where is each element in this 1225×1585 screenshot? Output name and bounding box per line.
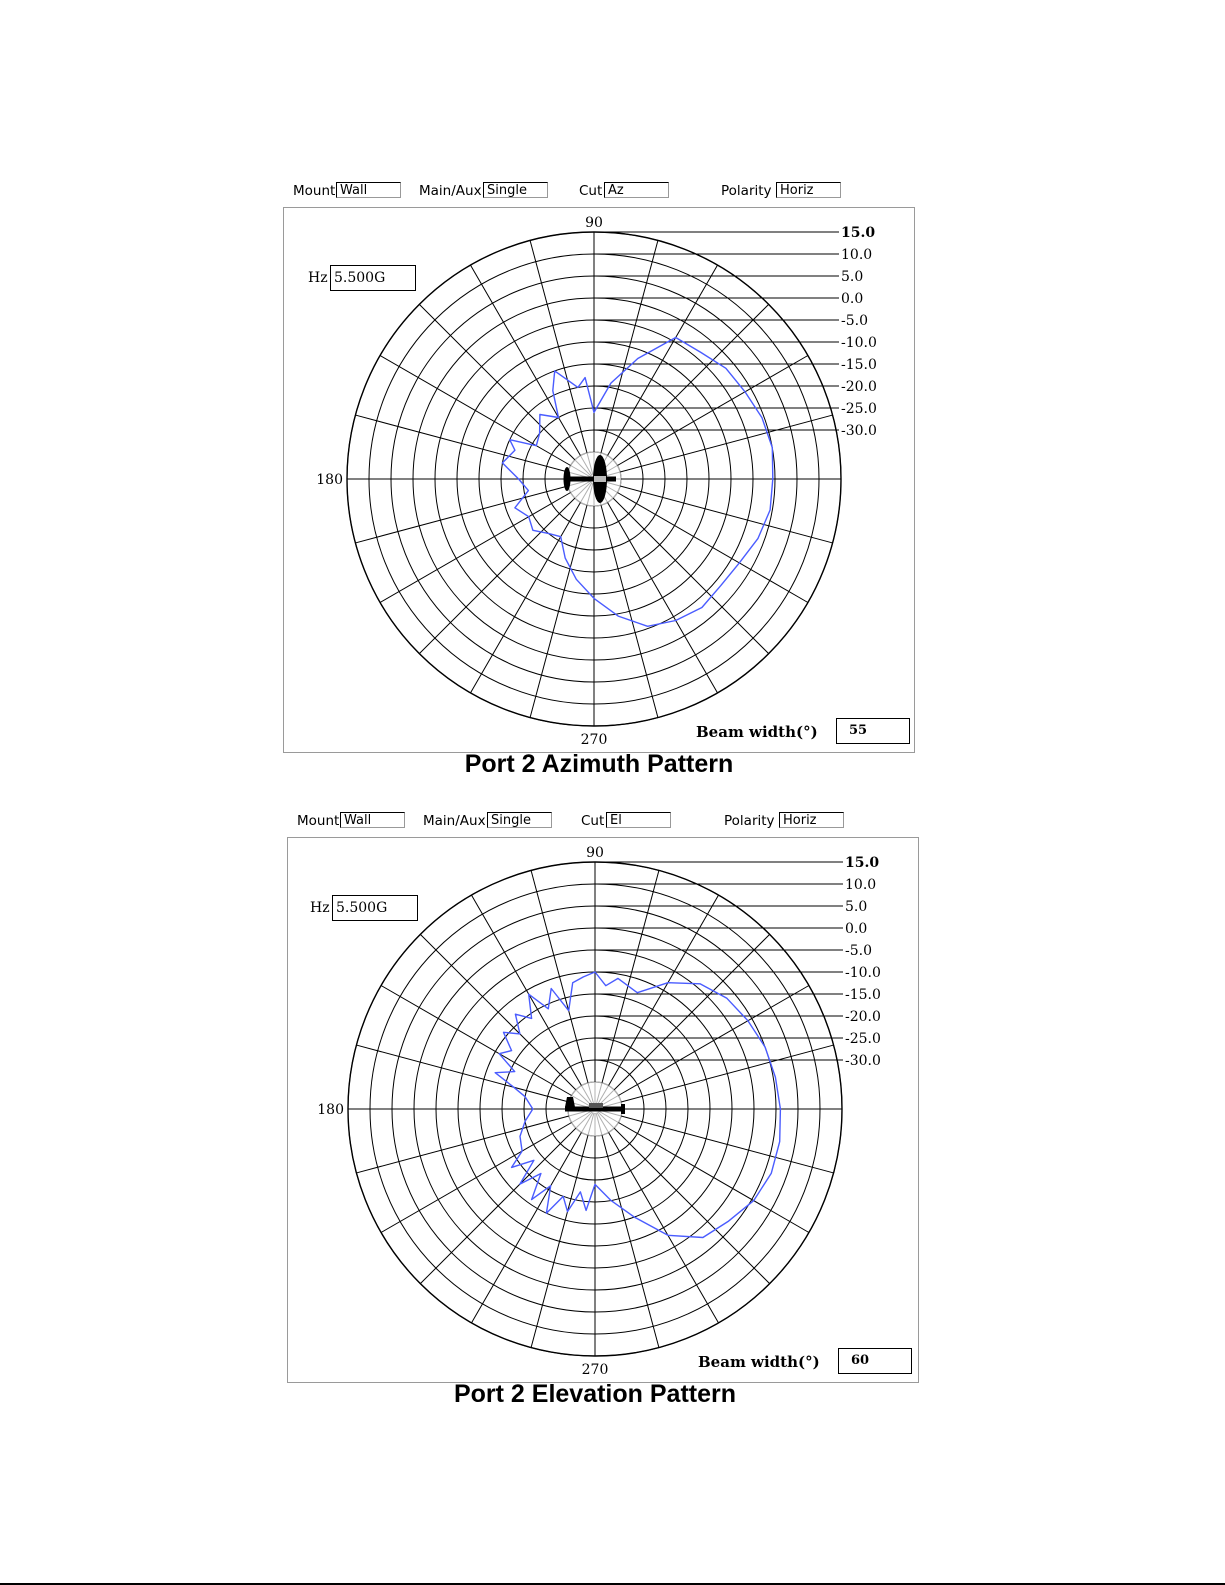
beam-width-field[interactable]: 60: [838, 1348, 912, 1374]
hz-label: Hz: [308, 270, 328, 286]
grid-spoke: [530, 505, 587, 718]
grid-spoke: [355, 415, 568, 472]
angle-label-180: 180: [317, 1102, 344, 1118]
beam-width-field[interactable]: 55: [836, 718, 910, 744]
grid-spoke: [381, 986, 572, 1096]
grid-spoke: [419, 498, 575, 654]
polarity-label: Polarity: [724, 813, 775, 829]
grid-spoke: [609, 1132, 719, 1323]
grid-spoke: [613, 304, 769, 460]
radial-tick-label: 0.0: [841, 291, 864, 307]
grid-spoke: [531, 870, 588, 1083]
grid-spoke: [472, 895, 582, 1086]
grid-spoke: [618, 986, 809, 1096]
grid-spoke: [602, 870, 659, 1083]
grid-spoke: [621, 1116, 834, 1173]
radial-tick-label: -25.0: [845, 1031, 881, 1047]
angle-label-270: 270: [581, 1362, 609, 1378]
radial-tick-label: -30.0: [845, 1053, 881, 1069]
mainaux-field[interactable]: Single: [483, 182, 548, 198]
grid-spoke: [620, 486, 833, 543]
grid-spoke: [472, 1132, 582, 1323]
radial-tick-label: -20.0: [841, 379, 877, 395]
radial-tick-label: -15.0: [845, 987, 881, 1003]
grid-spoke: [620, 415, 833, 472]
cut-label: Cut: [581, 813, 605, 829]
grid-spoke: [355, 486, 568, 543]
mount-label: Mount: [293, 183, 336, 199]
hz-label: Hz: [310, 900, 330, 916]
elevation-header: [287, 810, 927, 832]
grid-spoke: [471, 265, 581, 456]
aircraft-cockpit: [594, 476, 606, 482]
grid-inner-spoke: [575, 460, 591, 476]
polarity-field[interactable]: Horiz: [779, 812, 844, 828]
mainaux-label: Main/Aux: [423, 813, 486, 829]
grid-spoke: [601, 505, 658, 718]
beam-width-label: Beam width(°): [696, 723, 818, 741]
radial-tick-label: -15.0: [841, 357, 877, 373]
grid-spoke: [614, 934, 770, 1090]
grid-spoke: [381, 1123, 572, 1233]
grid-spoke: [380, 356, 571, 466]
grid-spoke: [471, 502, 581, 693]
grid-spoke: [608, 502, 718, 693]
azimuth-header: [283, 180, 923, 202]
elevation-plot-frame: [287, 837, 919, 1383]
radial-tick-label: -20.0: [845, 1009, 881, 1025]
grid-spoke: [617, 493, 808, 603]
radial-tick-label: -30.0: [841, 423, 877, 439]
aircraft-fuselage: [566, 477, 616, 482]
mount-field[interactable]: Wall: [340, 812, 405, 828]
radial-tick-label: 5.0: [845, 899, 868, 915]
mount-field[interactable]: Wall: [336, 182, 401, 198]
radial-tick-label: 5.0: [841, 269, 864, 285]
beam-width-label: Beam width(°): [698, 1353, 820, 1371]
pattern-trace: [495, 972, 780, 1238]
grid-spoke: [602, 1135, 659, 1348]
grid-spoke: [613, 498, 769, 654]
grid-spoke: [608, 265, 718, 456]
elevation-panel: [287, 810, 927, 1420]
mainaux-field[interactable]: Single: [487, 812, 552, 828]
grid-inner-spoke: [576, 1112, 592, 1128]
hz-field[interactable]: 5.500G: [330, 265, 416, 291]
grid-inner-spoke: [598, 1112, 614, 1128]
grid-spoke: [420, 1128, 576, 1284]
pattern-trace: [502, 338, 772, 627]
angle-label-90: 90: [585, 215, 603, 231]
angle-label-270: 270: [580, 732, 608, 748]
grid-spoke: [420, 934, 576, 1090]
aircraft-tail: [564, 467, 571, 491]
grid-inner-spoke: [575, 482, 591, 498]
radial-tick-label: -10.0: [845, 965, 881, 981]
radial-tick-label: -10.0: [841, 335, 877, 351]
azimuth-caption: Port 2 Azimuth Pattern: [464, 750, 734, 778]
grid-spoke: [617, 356, 808, 466]
grid-spoke: [419, 304, 575, 460]
azimuth-plot-frame: [283, 207, 915, 753]
radial-tick-label: -5.0: [841, 313, 868, 329]
elevation-caption: Port 2 Elevation Pattern: [453, 1380, 737, 1408]
polarity-label: Polarity: [721, 183, 772, 199]
radial-tick-label: 15.0: [841, 225, 876, 241]
radial-tick-label: -25.0: [841, 401, 877, 417]
azimuth-panel: [283, 180, 923, 790]
radial-tick-label: 15.0: [845, 855, 880, 871]
cut-label: Cut: [579, 183, 603, 199]
grid-spoke: [356, 1116, 569, 1173]
grid-spoke: [601, 240, 658, 453]
mainaux-label: Main/Aux: [419, 183, 482, 199]
grid-spoke: [530, 240, 587, 453]
radial-tick-label: 0.0: [845, 921, 868, 937]
mount-label: Mount: [297, 813, 340, 829]
cut-field[interactable]: El: [606, 812, 671, 828]
grid-spoke: [609, 895, 719, 1086]
grid-spoke: [380, 493, 571, 603]
aircraft-tail: [565, 1097, 575, 1107]
grid-spoke: [621, 1045, 834, 1102]
aircraft-nose: [621, 1104, 625, 1114]
angle-label-180: 180: [316, 472, 343, 488]
grid-spoke: [356, 1045, 569, 1102]
polarity-field[interactable]: Horiz: [776, 182, 841, 198]
aircraft-canopy: [589, 1103, 603, 1108]
hz-field[interactable]: 5.500G: [332, 895, 418, 921]
grid-spoke: [531, 1135, 588, 1348]
cut-field[interactable]: Az: [604, 182, 669, 198]
radial-tick-label: 10.0: [841, 247, 873, 263]
radial-tick-label: -5.0: [845, 943, 872, 959]
angle-label-90: 90: [586, 845, 604, 861]
radial-tick-label: 10.0: [845, 877, 877, 893]
